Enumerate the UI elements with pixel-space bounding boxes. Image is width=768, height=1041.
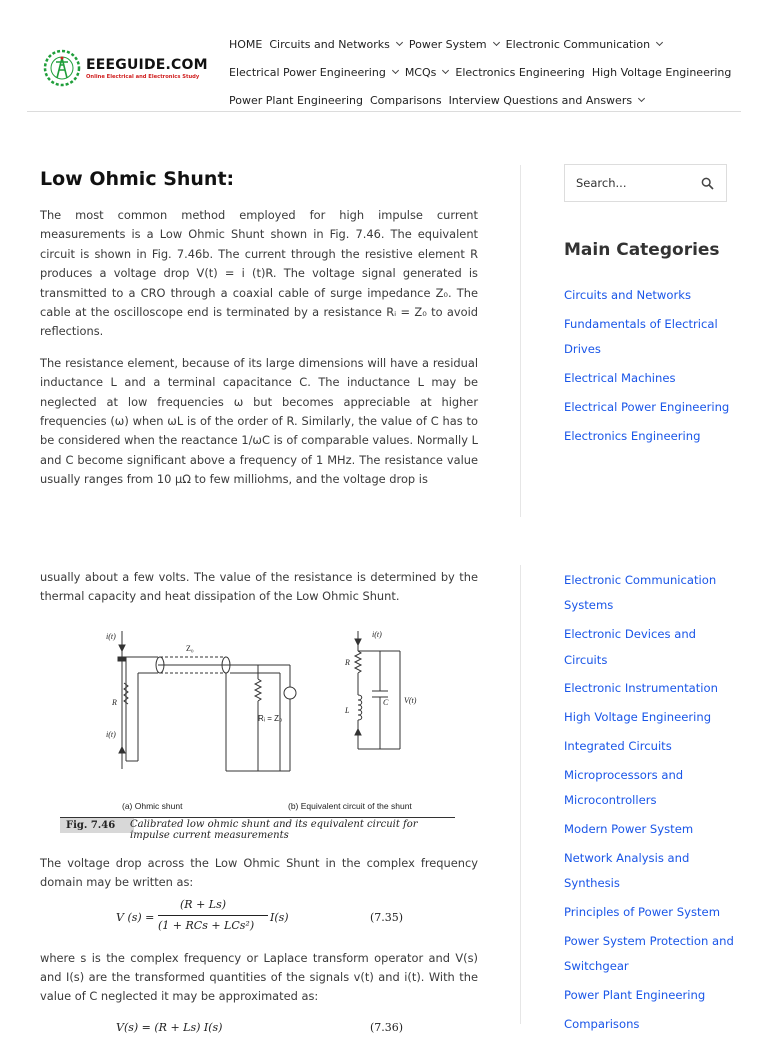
nav-item-interview-questions[interactable]: Interview Questions and Answers xyxy=(449,94,645,107)
site-name: EEEGUIDE.COM xyxy=(86,56,208,73)
search-input[interactable] xyxy=(576,176,696,190)
nav-row-3 xyxy=(229,86,749,114)
ohmic-shunt-diagram xyxy=(40,621,478,816)
category-link[interactable]: Modern Power System xyxy=(564,822,694,836)
content-sidebar-divider xyxy=(520,565,521,1024)
nav-item-circuits-and-networks[interactable]: Circuits and Networks xyxy=(269,38,401,51)
category-link[interactable]: Integrated Circuits xyxy=(564,739,672,753)
eq-numerator: (R + Ls) xyxy=(180,897,227,911)
nav-item-home[interactable]: HOME xyxy=(229,37,263,51)
category-link[interactable]: Network Analysis and Synthesis xyxy=(564,850,690,891)
label-it: i(t) xyxy=(106,631,116,641)
category-link[interactable]: Circuits and Networks xyxy=(564,288,691,302)
nav-row-2 xyxy=(229,58,749,86)
label-r-b: R xyxy=(345,657,350,667)
nav-item-electrical-power-engineering[interactable]: Electrical Power Engineering xyxy=(229,66,398,79)
article-section-1 xyxy=(40,160,478,490)
eq-fraction-bar xyxy=(158,915,268,916)
category-link[interactable]: Electronic Devices and Circuits xyxy=(564,627,697,667)
nav-item-power-system[interactable]: Power System xyxy=(409,38,499,51)
article-paragraph: where s is the complex frequency or Laplace transform operator and V(s) and I(s) are the transformed quantities of the signals v(t) and i(t). With the value of C neglected it may be approximated as: xyxy=(40,950,478,1004)
label-vt: V(t) xyxy=(404,695,417,705)
category-link[interactable]: Electrical Power Engineering xyxy=(564,399,730,414)
chevron-down-icon xyxy=(396,39,403,46)
site-tagline: Online Electrical and Electronics Study xyxy=(86,73,200,80)
eq-lhs: V (s) = xyxy=(116,910,155,924)
category-link[interactable]: Electronic Communication Systems xyxy=(564,573,717,613)
chevron-down-icon xyxy=(493,39,500,46)
category-link[interactable]: Electronic Instrumentation xyxy=(564,681,718,696)
article-paragraph: usually about a few volts. The value of the resistance is determined by the thermal capacity and heat dissipation of the Low Ohmic Shunt. xyxy=(40,570,478,604)
eq-number: (7.36) xyxy=(370,1020,404,1034)
search-box xyxy=(564,164,727,202)
eq-denominator: (1 + RCs + LCs²) xyxy=(158,918,255,932)
label-r: R xyxy=(112,697,117,707)
label-z0: Z₀ xyxy=(186,643,194,653)
article-paragraph: The voltage drop across the Low Ohmic Shunt in the complex frequency domain may be written as: xyxy=(40,855,478,890)
category-link[interactable]: Power System Protection and Switchgear xyxy=(564,933,734,974)
category-link[interactable]: Fundamentals of Electrical Drives xyxy=(564,316,718,357)
figure-label-a: (a) Ohmic shunt xyxy=(122,800,183,811)
site-header xyxy=(0,0,768,112)
nav-item-electronics-engineering[interactable]: Electronics Engineering xyxy=(455,65,585,79)
equation-7-35 xyxy=(40,893,478,939)
category-list-1 xyxy=(564,283,734,452)
chevron-down-icon xyxy=(392,67,399,74)
label-ri: Rᵢ = Z₀ xyxy=(258,713,283,723)
chevron-down-icon xyxy=(638,95,645,102)
chevron-down-icon xyxy=(656,39,663,46)
category-link[interactable]: Electrical Machines xyxy=(564,371,676,385)
figure-caption-text: Calibrated low ohmic shunt and its equivalent circuit for impulse current measurements xyxy=(130,818,418,841)
label-it-b: i(t) xyxy=(372,629,382,639)
main-navigation xyxy=(229,30,749,114)
figure-number: Fig. 7.46 xyxy=(60,818,134,833)
nav-item-high-voltage-engineering[interactable]: High Voltage Engineering xyxy=(591,65,732,79)
nav-item-power-plant-engineering[interactable]: Power Plant Engineering xyxy=(229,93,363,107)
article-paragraph: The resistance element, because of its large dimensions will have a residual inductance L and a terminal capacitance C. The inductance L may be neglected at low frequencies ω but becomes appreciable at higher frequencies (ω) when ωL is of the order of R. Similarly, the value of C has to be considered when the reactance 1/ωC is of comparable values. Normally L and C become significant above a frequency of 1 MHz. The resistance value usually ranges from 10 μΩ to few milliohms, and the voltage drop is xyxy=(40,355,478,487)
nav-item-comparisons[interactable]: Comparisons xyxy=(369,93,442,107)
sidebar-heading: Main Categories xyxy=(564,240,720,260)
category-link[interactable]: Comparisons xyxy=(564,1016,640,1031)
category-link[interactable]: Electronics Engineering xyxy=(564,428,701,443)
category-link[interactable]: High Voltage Engineering xyxy=(564,710,712,725)
figure-caption xyxy=(40,816,478,848)
search-icon[interactable] xyxy=(701,177,714,190)
eq-rhs: I(s) xyxy=(270,910,289,924)
nav-item-mcqs[interactable]: MCQs xyxy=(405,66,449,79)
content-sidebar-divider xyxy=(520,165,521,517)
article-paragraph: The most common method employed for high impulse current measurements is a Low Ohmic Shunt shown in Fig. 7.46. The equivalent circuit is shown in Fig. 7.46b. The current through the resistive element R produces a voltage drop V(t) = i (t)R. The voltage signal generated is transmitted to a CRO through a coaxial cable of surge impedance Z₀. The cable at the oscilloscope end is terminated by a resistance Rᵢ = Z₀ to avoid reflections. xyxy=(40,208,478,339)
label-l: L xyxy=(345,705,350,715)
equation-7-36 xyxy=(40,1015,478,1035)
chevron-down-icon xyxy=(442,67,449,74)
eq-number: (7.35) xyxy=(370,910,404,924)
header-divider xyxy=(27,111,741,112)
page-title: Low Ohmic Shunt: xyxy=(40,168,235,190)
site-logo[interactable] xyxy=(42,48,208,88)
label-it: i(t) xyxy=(106,729,116,739)
category-link[interactable]: Microprocessors and Microcontrollers xyxy=(564,767,684,808)
category-link[interactable]: Principles of Power System xyxy=(564,905,720,919)
circuit-figure xyxy=(40,621,478,816)
eq-text: V(s) = (R + Ls) I(s) xyxy=(116,1020,223,1034)
article-section-2 xyxy=(40,568,478,1035)
figure-label-b: (b) Equivalent circuit of the shunt xyxy=(288,800,412,811)
label-c: C xyxy=(383,697,389,707)
category-list-2 xyxy=(564,568,734,1041)
nav-item-electronic-communication[interactable]: Electronic Communication xyxy=(506,38,662,51)
nav-row-1 xyxy=(229,30,749,58)
tower-logo-icon xyxy=(42,48,82,88)
category-link[interactable]: Power Plant Engineering xyxy=(564,988,706,1002)
